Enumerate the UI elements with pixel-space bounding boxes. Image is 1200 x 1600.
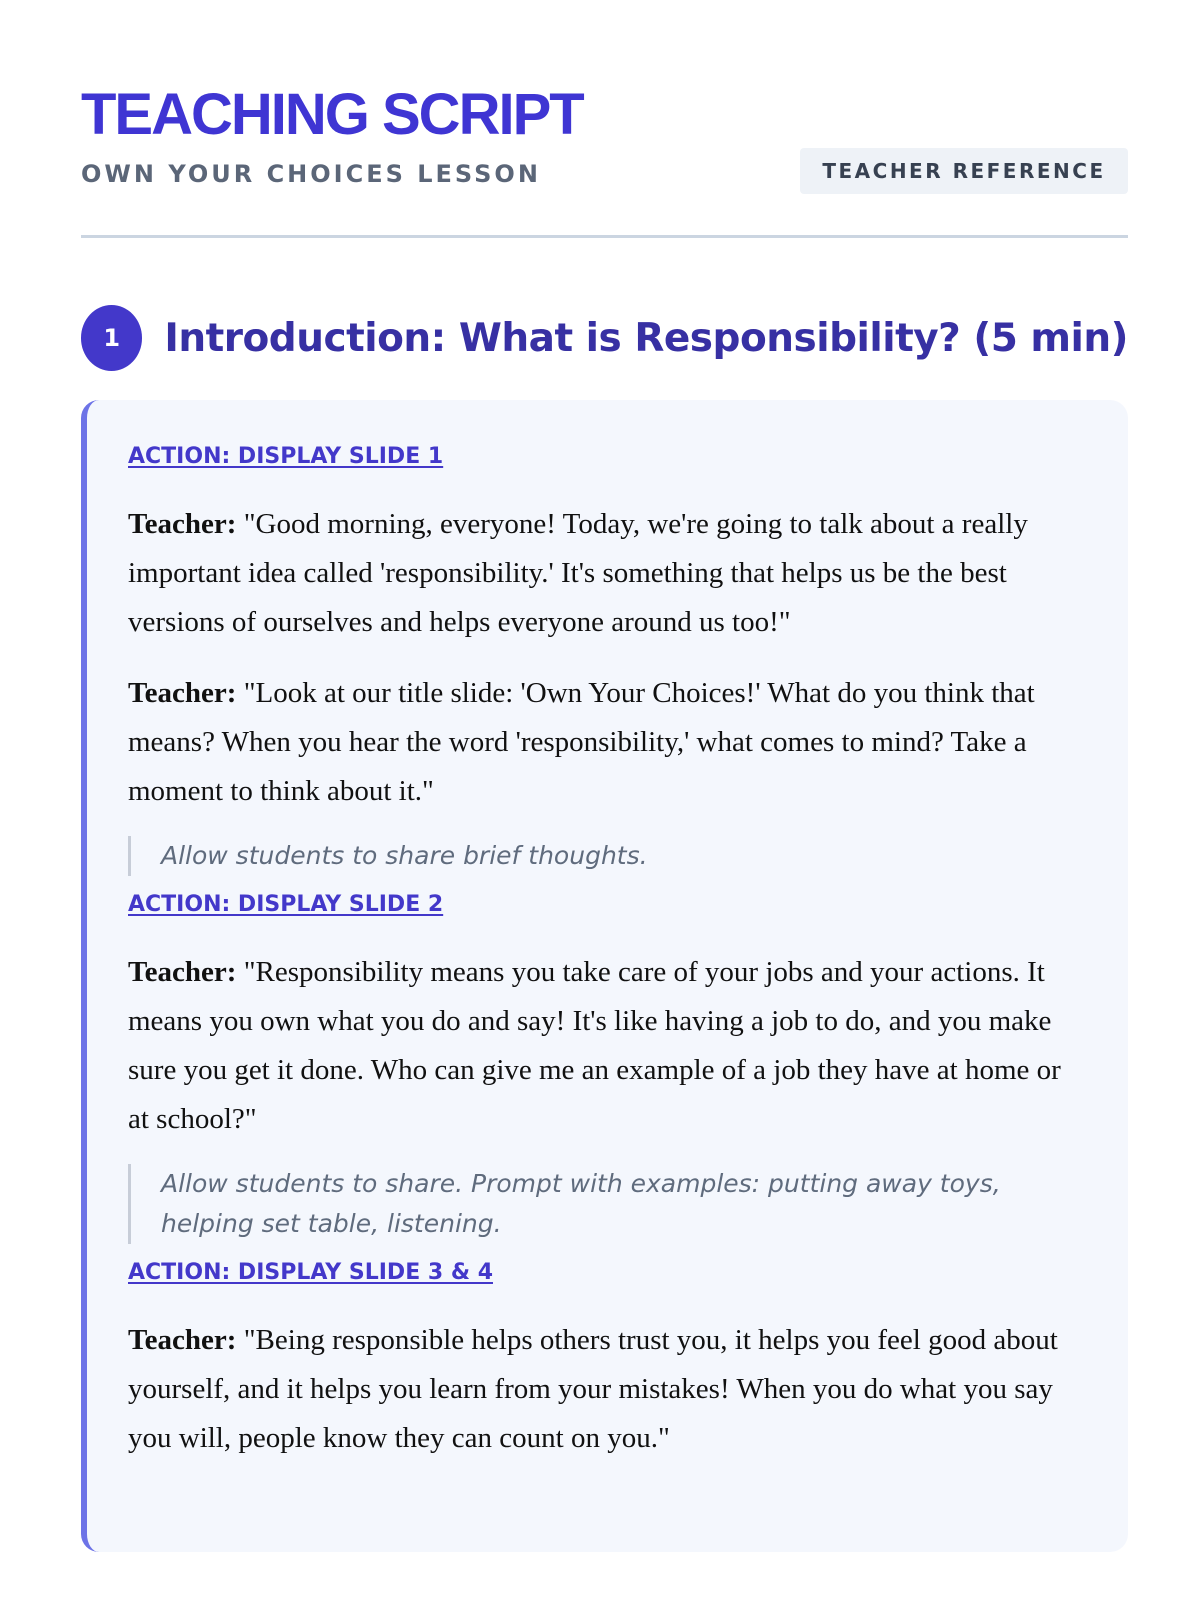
speaker-label: Teacher: xyxy=(128,508,237,540)
dialogue-text: "Responsibility means you take care of your jobs and your actions. It means you own what you do and say! It's like having a job to do, and you make sure you get it done. Who can give me an example of a job they have at home or at school?" xyxy=(128,956,1061,1135)
section-number-badge: 1 xyxy=(81,305,142,371)
action-display-slide-2: ACTION: DISPLAY SLIDE 2 xyxy=(128,892,444,917)
teacher-note: Allow students to share brief thoughts. xyxy=(128,836,1088,876)
speaker-label: Teacher: xyxy=(128,1324,237,1356)
dialogue-text: "Being responsible helps others trust you, it helps you feel good about yourself, and it helps you learn from your mistakes! When you do what you say you will, people know they can count on you." xyxy=(128,1324,1058,1454)
teacher-dialogue xyxy=(128,669,1088,816)
dialogue-text: "Good morning, everyone! Today, we're going to talk about a really important idea called 'responsibility.' It's something that helps us be the best versions of ourselves and helps everyone around us too!" xyxy=(128,508,1028,638)
teacher-reference-badge: TEACHER REFERENCE xyxy=(800,148,1128,194)
teacher-dialogue xyxy=(128,1316,1088,1463)
teacher-dialogue xyxy=(128,948,1088,1144)
page-subtitle: OWN YOUR CHOICES LESSON xyxy=(81,160,541,188)
section-heading xyxy=(81,305,1128,371)
dialogue-text: "Look at our title slide: 'Own Your Choices!' What do you think that means? When you hear the word 'responsibility,' what comes to mind? Take a moment to think about it." xyxy=(128,677,1035,807)
action-display-slide-1: ACTION: DISPLAY SLIDE 1 xyxy=(128,444,444,469)
speaker-label: Teacher: xyxy=(128,677,237,709)
page-title: TEACHING SCRIPT xyxy=(81,82,583,147)
speaker-label: Teacher: xyxy=(128,956,237,988)
section-title: Introduction: What is Responsibility? (5 min) xyxy=(164,315,1128,361)
teacher-dialogue xyxy=(128,500,1088,647)
script-card xyxy=(81,400,1128,1552)
action-display-slide-3-4: ACTION: DISPLAY SLIDE 3 & 4 xyxy=(128,1260,493,1285)
teacher-note: Allow students to share. Prompt with examples: putting away toys, helping set table, listening. xyxy=(128,1164,1088,1244)
page-header xyxy=(81,80,1128,238)
